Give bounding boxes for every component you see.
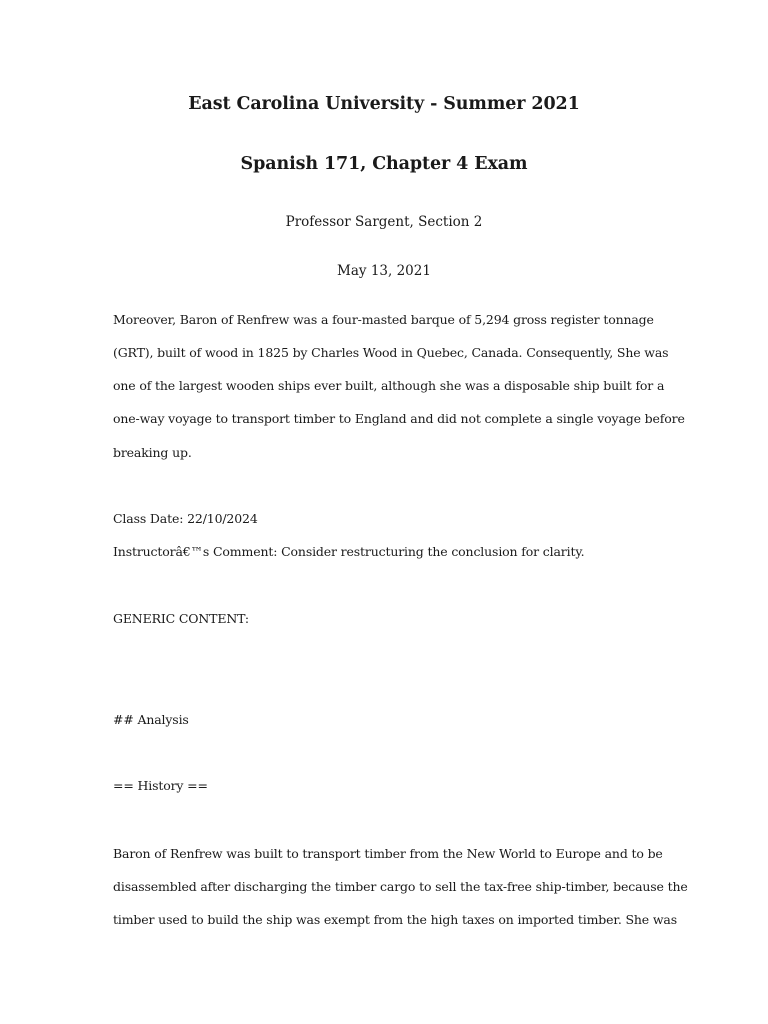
date-line: May 13, 2021 <box>337 263 431 279</box>
paragraph-line: breaking up. <box>113 445 192 460</box>
professor-line: Professor Sargent, Section 2 <box>285 214 483 230</box>
history-heading: == History == <box>113 778 208 793</box>
paragraph-line: one of the largest wooden ships ever built, although she was a disposable ship built for a <box>113 378 665 393</box>
class-date: Class Date: 22/10/2024 <box>113 511 258 526</box>
instructor-comment: Instructorâ€™s Comment: Consider restructuring the conclusion for clarity. <box>113 544 585 559</box>
paragraph-line: Moreover, Baron of Renfrew was a four-masted barque of 5,294 gross register tonnage <box>113 312 654 327</box>
generic-content-label: GENERIC CONTENT: <box>113 611 249 626</box>
analysis-heading: ## Analysis <box>113 712 189 727</box>
paragraph-line: timber used to build the ship was exempt from the high taxes on imported timber. She was <box>113 912 677 927</box>
exam-title: Spanish 171, Chapter 4 Exam <box>240 154 528 174</box>
paragraph-line: (GRT), built of wood in 1825 by Charles Wood in Quebec, Canada. Consequently, She was <box>113 345 669 360</box>
paragraph-line: Baron of Renfrew was built to transport timber from the New World to Europe and to be <box>113 846 663 861</box>
paragraph-line: one-way voyage to transport timber to England and did not complete a single voyage before <box>113 411 685 426</box>
university-title: East Carolina University - Summer 2021 <box>188 94 580 114</box>
paragraph-line: disassembled after discharging the timber cargo to sell the tax-free ship-timber, because the <box>113 879 688 894</box>
